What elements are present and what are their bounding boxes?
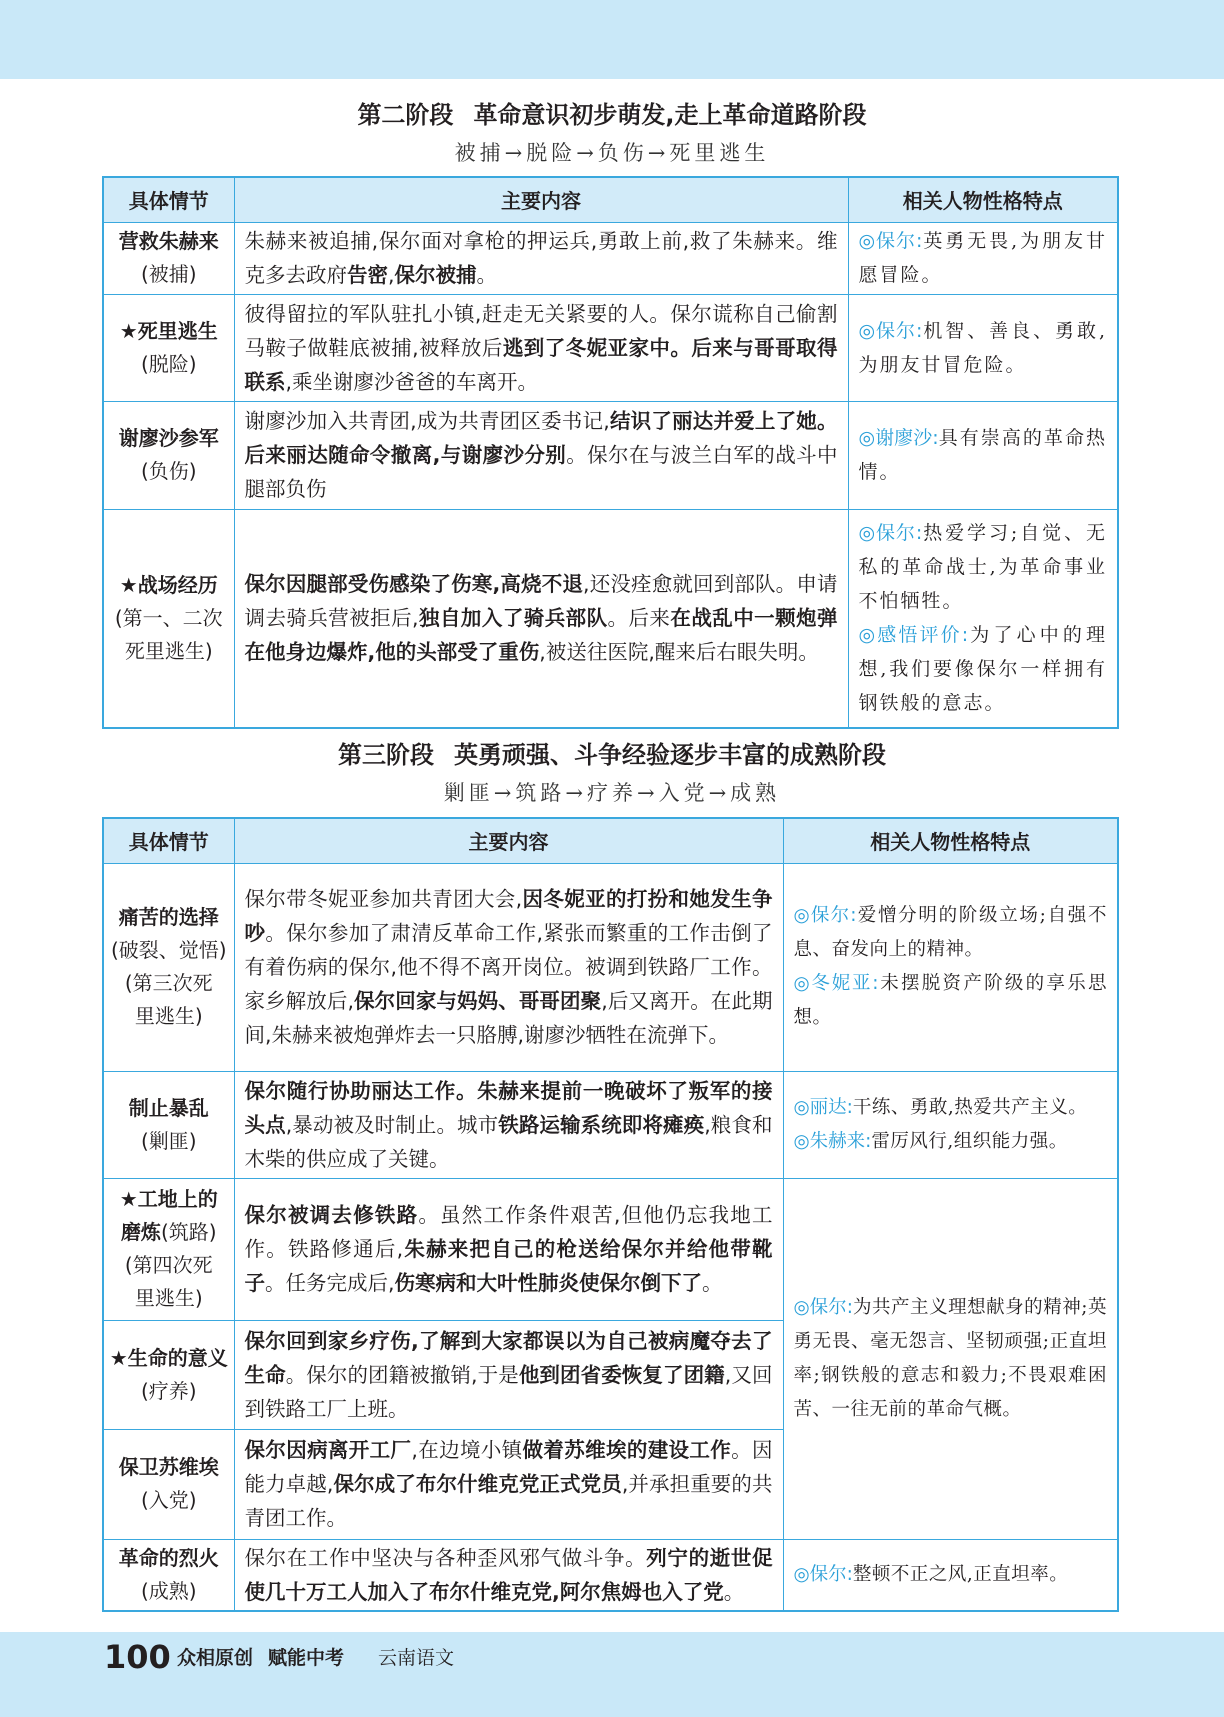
bold-text: ★生命的意义 <box>109 1345 228 1370</box>
character-name: ◎谢廖沙: <box>858 427 939 449</box>
bold-text: 革命的烈火 <box>118 1545 219 1570</box>
label-line <box>106 934 232 967</box>
plot-label-cell <box>103 1539 234 1611</box>
character-traits-cell <box>783 1539 1118 1611</box>
label-line <box>106 1542 232 1575</box>
stage-title-text: 革命意识初步萌发,走上革命道路阶段 <box>473 101 867 129</box>
text-segment: 朱赫来被追捕,保尔面对拿枪的押运兵,勇敢上前,救了朱赫来。维克多去政府 <box>244 229 838 287</box>
text-segment: 。 <box>476 263 498 287</box>
bold-text: 保卫苏维埃 <box>118 1455 219 1479</box>
character-name: ◎保尔: <box>793 1296 853 1318</box>
text-segment: 。后来 <box>607 606 671 631</box>
footer-slogan: 赋能中考 <box>268 1647 345 1669</box>
character-name: ◎保尔: <box>858 522 923 545</box>
bold-text: 谢廖沙参军 <box>118 426 219 450</box>
trait-entry <box>859 314 1108 382</box>
column-header: 具体情节 <box>103 177 234 222</box>
plot-content-cell <box>234 1178 783 1320</box>
table-row <box>103 401 1118 509</box>
stage-title-text: 英勇顽强、斗争经验逐步丰富的成熟阶段 <box>454 741 886 769</box>
table-body <box>103 863 1118 1611</box>
plot-content-cell <box>234 1539 783 1611</box>
text-segment: (负伤) <box>140 459 197 483</box>
plot-label-cell <box>103 1071 234 1178</box>
label-line <box>106 1092 232 1125</box>
label-line <box>106 1575 232 1608</box>
text-segment: 保尔带冬妮亚参加共青团大会, <box>244 887 523 911</box>
label-line <box>106 348 232 381</box>
table-row <box>103 1178 1118 1320</box>
bold-text: 伤寒病和大叶性肺炎使保尔倒下了 <box>394 1271 703 1295</box>
text-segment: ,并承担重要的共青团工作。 <box>244 1472 773 1530</box>
text-segment: (成熟) <box>140 1578 197 1603</box>
trait-text: 为共产主义理想献身的精神;英勇无畏、毫无怨言、坚韧顽强;正直坦率;钢铁般的意志和毅力;不畏艰难困苦、一往无前的革命气概。 <box>793 1296 1107 1420</box>
trait-entry <box>794 1558 1108 1592</box>
label-line <box>106 569 232 602</box>
label-line <box>106 602 232 635</box>
text-segment: (被捕) <box>140 262 197 286</box>
character-name: ◎保尔: <box>793 905 857 926</box>
label-line <box>106 967 232 1000</box>
label-line <box>106 1216 232 1249</box>
bold-text: 逃到了冬妮亚家中。后来与哥哥取得联系 <box>244 335 838 394</box>
bold-text: 制止暴乱 <box>128 1095 209 1120</box>
bold-text: 独自加入了骑兵部队 <box>418 606 608 631</box>
character-traits-cell <box>848 401 1118 509</box>
text-segment: (第一、二次 <box>114 605 223 630</box>
character-traits-cell <box>848 222 1118 294</box>
text-segment: ,乘坐谢廖沙爸爸的车离开。 <box>285 369 539 394</box>
plot-label-cell <box>103 1178 234 1320</box>
label-line <box>106 1183 232 1216</box>
trait-text: 英勇无畏,为朋友甘愿冒险。 <box>858 230 1108 286</box>
column-header: 具体情节 <box>103 818 234 863</box>
label-line <box>106 1484 232 1517</box>
bold-text: 结识了丽达并爱上了她。后来丽达随命令撤离,与谢廖沙分别 <box>244 409 838 467</box>
bold-text: 保尔成了布尔什维克党正式党员 <box>333 1472 622 1496</box>
text-segment: (筑路) <box>160 1220 217 1244</box>
label-line <box>106 225 232 258</box>
label-line <box>106 1451 232 1484</box>
trait-text: 具有崇高的革命热情。 <box>858 427 1107 483</box>
trait-text: 爱憎分明的阶级立场;自强不息、奋发向上的精神。 <box>793 905 1107 960</box>
plot-table <box>102 817 1119 1612</box>
plot-content-cell <box>234 1429 783 1539</box>
text-segment: (第四次死 <box>124 1253 213 1277</box>
table-row <box>103 509 1118 728</box>
bold-text: 保尔随行协助丽达工作。朱赫来提前一晚破坏了叛军的接头点 <box>244 1078 773 1137</box>
column-header: 相关人物性格特点 <box>783 818 1118 863</box>
plot-content-cell <box>234 222 848 294</box>
character-name: ◎保尔: <box>793 1563 853 1585</box>
bold-text: 他到团省委恢复了团籍 <box>518 1362 725 1387</box>
bold-text: 做着苏维埃的建设工作 <box>522 1438 732 1462</box>
text-segment: 。 <box>723 1579 745 1604</box>
plot-label-cell <box>103 401 234 509</box>
trait-entry <box>794 1091 1108 1125</box>
column-header: 主要内容 <box>234 818 783 863</box>
character-name: ◎冬妮亚: <box>793 973 879 994</box>
label-line <box>106 1375 232 1408</box>
bold-text: 朱赫来把自己的枪送给保尔并给他带靴子 <box>244 1237 773 1295</box>
bold-text: 痛苦的选择 <box>118 905 219 929</box>
trait-entry <box>794 1125 1108 1159</box>
plot-content-cell <box>234 1071 783 1178</box>
character-name: ◎保尔: <box>858 230 923 252</box>
table-row <box>103 863 1118 1071</box>
bold-text: 保尔因腿部受伤感染了伤寒,高烧不退 <box>244 572 584 597</box>
text-segment: ,又回到铁路工厂上班。 <box>244 1362 773 1421</box>
table-row <box>103 1071 1118 1178</box>
bold-text: 磨炼 <box>120 1220 161 1244</box>
character-traits-cell <box>783 1178 1118 1539</box>
text-segment: 。因能力卓越, <box>244 1438 773 1496</box>
text-segment: ,被送往医院,醒来后右眼失明。 <box>539 640 819 665</box>
character-name: ◎感悟评价: <box>858 624 969 647</box>
bold-text: 铁路运输系统即将瘫痪 <box>498 1112 705 1137</box>
plot-table <box>102 176 1119 729</box>
character-traits-cell <box>848 294 1118 401</box>
label-line <box>106 1282 232 1315</box>
bold-text: 列宁的逝世促使几十万工人加入了布尔什维克党,阿尔焦姆也入了党 <box>244 1545 773 1604</box>
text-segment: (脱险) <box>140 351 197 376</box>
text-segment: (破裂、觉悟) <box>110 938 227 962</box>
plot-label-cell <box>103 1320 234 1429</box>
bold-text: 保尔被调去修铁路 <box>244 1203 419 1227</box>
plot-flow: 被捕→脱险→负伤→死里逃生 <box>454 141 770 165</box>
character-traits-cell <box>783 1071 1118 1178</box>
text-segment: (疗养) <box>140 1378 197 1403</box>
text-segment: ,暴动被及时制止。城市 <box>285 1112 499 1137</box>
trait-entry <box>794 899 1108 967</box>
trait-entry <box>859 516 1108 618</box>
text-segment: 里逃生) <box>134 1286 203 1310</box>
text-segment: (第三次死 <box>124 971 213 995</box>
bold-text: 保尔因病离开工厂 <box>244 1438 412 1462</box>
trait-entry <box>794 967 1108 1035</box>
character-name: ◎丽达: <box>793 1096 853 1118</box>
table-body <box>103 222 1118 728</box>
table-row <box>103 222 1118 294</box>
table-header-row <box>103 177 1118 222</box>
text-segment: 里逃生) <box>134 1004 203 1028</box>
bold-text: ★工地上的 <box>119 1187 218 1211</box>
plot-content-cell <box>234 863 783 1071</box>
text-segment: 。保尔的团籍被撤销,于是 <box>285 1362 519 1387</box>
plot-label-cell <box>103 509 234 728</box>
character-name: ◎保尔: <box>858 319 923 342</box>
trait-entry <box>859 618 1108 720</box>
text-segment: ,粮食和木柴的供应成了关键。 <box>244 1112 773 1171</box>
label-line <box>106 455 232 488</box>
section-title <box>0 740 1224 770</box>
bold-text: 保尔回家与妈妈、哥哥团聚 <box>354 989 602 1013</box>
label-line <box>106 315 232 348</box>
plot-label-cell <box>103 294 234 401</box>
label-line <box>106 422 232 455</box>
plot-label-cell <box>103 1429 234 1539</box>
text-segment: 。保尔参加了肃清反革命工作,紧张而繁重的工作击倒了有着伤病的保尔,他不得不离开岗位。被调到铁路厂工作。家乡解放后, <box>244 921 773 1013</box>
label-line <box>106 635 232 668</box>
label-line <box>106 1125 232 1158</box>
trait-text: 雷厉风行,组织能力强。 <box>871 1130 1068 1152</box>
trait-text: 机智、善良、勇敢,为朋友甘冒危险。 <box>858 319 1108 376</box>
bold-text: ★战场经历 <box>119 572 218 597</box>
stage-label: 第二阶段 <box>357 101 454 129</box>
trait-text: 为了心中的理想,我们要像保尔一样拥有钢铁般的意志。 <box>858 624 1107 715</box>
bold-text: 营救朱赫来 <box>118 229 219 253</box>
text-segment: ,后又离开。在此期间,朱赫来被炮弹炸去一只胳膊,谢廖沙牺牲在流弹下。 <box>244 989 773 1047</box>
plot-content-cell <box>234 509 848 728</box>
footer-brand: 众相原创 <box>177 1647 254 1669</box>
text-segment: 。 <box>702 1271 723 1295</box>
text-segment: ,还没痊愈就回到部队。申请调去骑兵营被拒后, <box>244 572 838 631</box>
plot-content-cell <box>234 294 848 401</box>
stage-label: 第三阶段 <box>338 741 434 769</box>
column-header: 主要内容 <box>234 177 848 222</box>
bold-text: 在战乱中一颗炮弹在他身边爆炸,他的头部受了重伤 <box>244 606 838 665</box>
bold-text: 因冬妮亚的打扮和她发生争吵 <box>244 887 773 945</box>
label-line <box>106 1000 232 1033</box>
label-line <box>106 1249 232 1282</box>
plot-label-cell <box>103 863 234 1071</box>
trait-entry <box>859 421 1108 489</box>
trait-text: 整顿不正之风,正直坦率。 <box>852 1563 1069 1585</box>
trait-entry <box>859 224 1108 292</box>
trait-text: 未摆脱资产阶级的享乐思想。 <box>793 973 1107 1028</box>
column-header: 相关人物性格特点 <box>848 177 1118 222</box>
text-segment: 谢廖沙加入共青团,成为共青团区委书记, <box>244 409 610 433</box>
trait-entry <box>794 1291 1108 1427</box>
bold-text: 告密 <box>347 263 388 287</box>
text-segment: ,在边境小镇 <box>411 1438 523 1462</box>
text-segment: 死里逃生) <box>124 638 213 663</box>
label-line <box>106 901 232 934</box>
plot-content-cell <box>234 401 848 509</box>
page-number: 100 <box>104 1638 171 1676</box>
character-traits-cell <box>783 863 1118 1071</box>
table-row <box>103 1539 1118 1611</box>
text-segment: (入党) <box>140 1488 197 1512</box>
plot-content-cell <box>234 1320 783 1429</box>
plot-label-cell <box>103 222 234 294</box>
top-band <box>0 0 1224 79</box>
text-segment: 彼得留拉的军队驻扎小镇,赶走无关紧要的人。保尔谎称自己偷割马鞍子做鞋底被捕,被释放后 <box>244 301 838 360</box>
label-line <box>106 1342 232 1375</box>
section-title <box>0 100 1224 130</box>
text-segment: , <box>388 263 395 287</box>
text-segment: 。任务完成后, <box>265 1271 395 1295</box>
bold-text: 保尔回到家乡疗伤,了解到大家都误以为自己被病魔夺去了生命 <box>244 1328 773 1387</box>
plot-flow: 剿匪→筑路→疗养→入党→成熟 <box>443 781 781 805</box>
character-traits-cell <box>848 509 1118 728</box>
character-name: ◎朱赫来: <box>793 1130 872 1152</box>
text-segment: 保尔在工作中坚决与各种歪风邪气做斗争。 <box>244 1545 647 1570</box>
text-segment: 。保尔在与波兰白军的战斗中腿部负伤 <box>244 443 838 501</box>
table-row <box>103 294 1118 401</box>
bold-text: ★死里逃生 <box>119 318 218 343</box>
text-segment: 。虽然工作条件艰苦,但他仍忘我地工作。铁路修通后, <box>244 1203 773 1261</box>
label-line <box>106 258 232 291</box>
bold-text: 保尔被捕 <box>394 263 477 287</box>
text-segment: (剿匪) <box>140 1128 197 1153</box>
table-header-row <box>103 818 1118 863</box>
trait-text: 干练、勇敢,热爱共产主义。 <box>852 1096 1088 1118</box>
trait-text: 热爱学习;自觉、无私的革命战士,为革命事业不怕牺牲。 <box>858 522 1107 613</box>
footer-subject: 云南语文 <box>378 1647 455 1669</box>
